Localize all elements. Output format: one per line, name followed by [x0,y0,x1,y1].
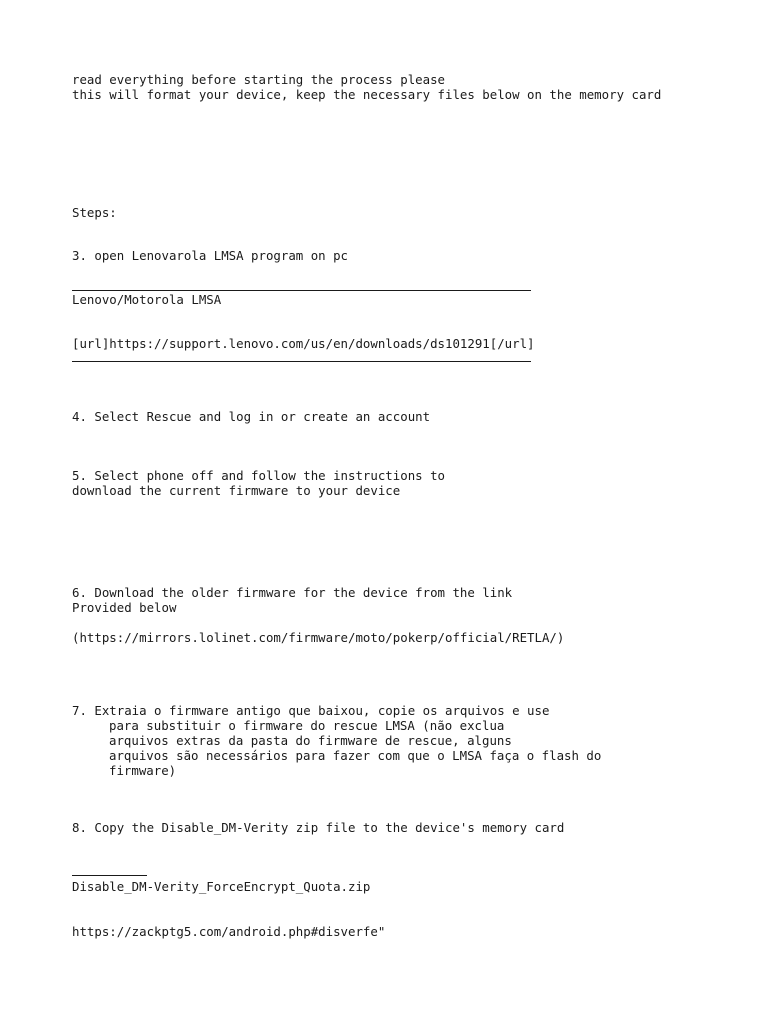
step-5-line-2: download the current firmware to your device [72,483,401,498]
step-7-line-1: 7. Extraia o firmware antigo que baixou, copie os arquivos e use [72,703,550,718]
step-7-line-4: arquivos são necessários para fazer com que o LMSA faça o flash do [109,748,602,763]
step-8-file-url[interactable]: https://zackptg5.com/android.php#disverfe" [72,924,386,939]
step-3-link-url[interactable]: [url]https://support.lenovo.com/us/en/downloads/ds101291[/url] [72,336,535,351]
divider-bottom [72,361,531,362]
step-3-text: 3. open Lenovarola LMSA program on pc [72,248,349,263]
divider-top [72,290,531,291]
step-3-link-title: Lenovo/Motorola LMSA [72,292,222,307]
step-4-text: 4. Select Rescue and log in or create an account [72,409,431,424]
step-7-line-5: firmware) [109,763,177,778]
step-6-link[interactable]: (https://mirrors.lolinet.com/firmware/moto/pokerp/official/RETLA/) [72,630,565,645]
steps-heading: Steps: [72,205,117,220]
step-7-line-3: arquivos extras da pasta do firmware de rescue, alguns [109,733,512,748]
file-divider [72,875,147,876]
step-8-text: 8. Copy the Disable_DM-Verity zip file to the device's memory card [72,820,565,835]
step-6-line-2: Provided below [72,600,177,615]
step-6-line-1: 6. Download the older firmware for the device from the link [72,585,513,600]
step-5-line-1: 5. Select phone off and follow the instructions to [72,468,445,483]
step-8-file-name[interactable]: Disable_DM-Verity_ForceEncrypt_Quota.zip [72,879,371,894]
intro-line-2: this will format your device, keep the necessary files below on the memory card [72,87,662,102]
step-7-line-2: para substituir o firmware do rescue LMSA (não exclua [109,718,505,733]
intro-line-1: read everything before starting the process please [72,72,445,87]
